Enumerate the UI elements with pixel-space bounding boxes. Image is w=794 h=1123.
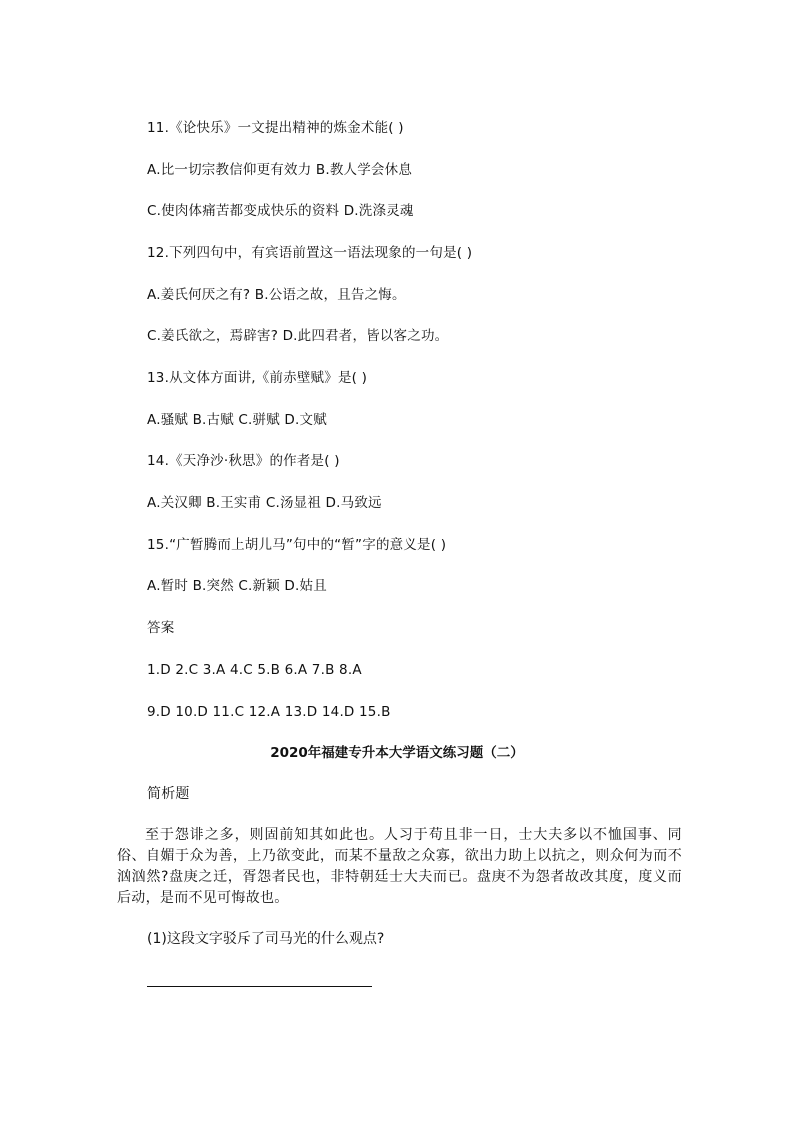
answers-row-1: 1.D 2.C 3.A 4.C 5.B 6.A 7.B 8.A (147, 662, 362, 678)
section-subtitle: 简析题 (147, 786, 190, 802)
question-13-options: A.骚赋 B.古赋 C.骈赋 D.文赋 (147, 412, 327, 428)
question-12-options-ab: A.姜氏何厌之有? B.公语之故，且告之悔。 (147, 287, 406, 303)
question-15-options: A.暂时 B.突然 C.新颖 D.姑且 (147, 578, 327, 594)
question-15-stem: 15.“广暂腾而上胡儿马”句中的“暂”字的意义是( ) (147, 537, 447, 553)
question-14-options: A.关汉卿 B.王实甫 C.汤显祖 D.马致远 (147, 495, 382, 511)
question-13-stem: 13.从文体方面讲,《前赤壁赋》是( ) (147, 370, 368, 386)
answer-blank-line[interactable] (147, 986, 372, 987)
question-11-stem: 11.《论快乐》一文提出精神的炼金术能( ) (147, 120, 404, 136)
answers-heading: 答案 (147, 620, 175, 636)
passage-paragraph: 至于怨诽之多，则固前知其如此也。人习于苟且非一日，士大夫多以不恤国事、同俗、自媚于众为善，上乃欲变此，而某不量敌之众寡，欲出力助上以抗之，则众何为而不汹汹然?盘庚之迁，胥怨者民也，非特朝廷士大夫而已。盘庚不为怨者故改其度，度义而后动，是而不见可悔故也。 (117, 827, 682, 906)
question-12-stem: 12.下列四句中，有宾语前置这一语法现象的一句是( ) (147, 245, 473, 261)
section-title: 2020年福建专升本大学语文练习题（二） (270, 745, 524, 761)
analysis-question-1: (1)这段文字驳斥了司马光的什么观点? (147, 931, 385, 947)
question-14-stem: 14.《天净沙·秋思》的作者是( ) (147, 453, 340, 469)
question-11-options-cd: C.使肉体痛苦都变成快乐的资料 D.洗涤灵魂 (147, 203, 414, 219)
question-11-options-ab: A.比一切宗教信仰更有效力 B.教人学会休息 (147, 162, 413, 178)
question-12-options-cd: C.姜氏欲之，焉辟害? D.此四君者，皆以客之功。 (147, 328, 449, 344)
answers-row-2: 9.D 10.D 11.C 12.A 13.D 14.D 15.B (147, 704, 391, 720)
